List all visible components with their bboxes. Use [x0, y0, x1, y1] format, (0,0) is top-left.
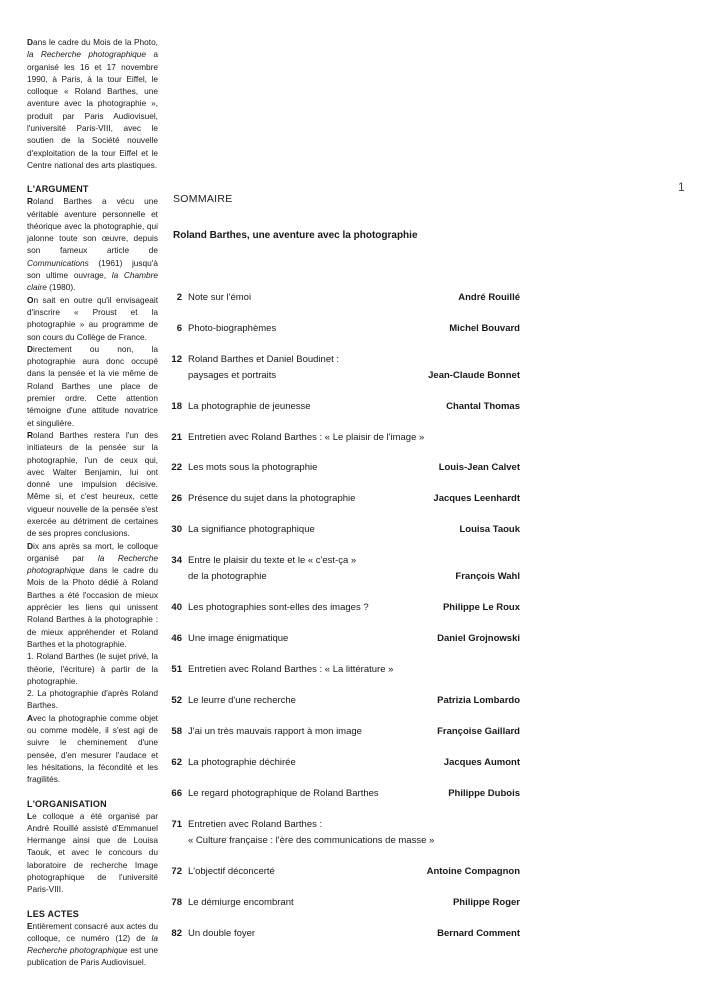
toc-title-line: Entretien avec Roland Barthes : « La littérature »	[188, 664, 394, 675]
toc-page-number: 51	[171, 664, 182, 675]
toc-title	[188, 290, 443, 306]
toc-author: Bernard Comment	[437, 928, 520, 939]
toc-page-number: 30	[171, 524, 182, 535]
toc-title-line: L'objectif déconcerté	[188, 866, 275, 877]
argument-item-2: 2. La photographie d'après Roland Barthes.	[27, 688, 158, 711]
toc-author: Philippe Le Roux	[442, 602, 520, 613]
toc-title-line: Présence du sujet dans la photographie	[188, 493, 356, 504]
toc-author: André Rouillé	[458, 292, 520, 303]
toc-title-line: Une image énigmatique	[188, 633, 289, 644]
intro-lead-letter: D	[27, 37, 33, 47]
toc-page-number: 72	[171, 866, 182, 877]
toc-author: Philippe Dubois	[448, 788, 520, 799]
toc-title	[188, 755, 443, 771]
toc-author: Jacques Aumont	[443, 757, 520, 768]
toc-author: Antoine Compagnon	[426, 866, 520, 877]
toc-title	[188, 926, 443, 942]
toc-author: Françoise Gaillard	[437, 726, 520, 737]
intro-journal-title: la Recherche photographique	[27, 49, 146, 60]
toc-title-line: La photographie de jeunesse	[188, 401, 311, 412]
toc-title	[188, 724, 443, 740]
toc-author: Louis-Jean Calvet	[438, 462, 520, 473]
argument-p5: Dix ans après sa mort, le colloque organisé par la Recherche photographique dans le cadre du Mois de la Photo dédié à Roland Barthes a été l'occasion de mieux apprécier les liens qui unissent Roland Barthes à la photographie : de mieux appréhender et Roland Barthes et la photographie.	[27, 540, 159, 649]
toc-title-line: La signifiance photographique	[188, 524, 315, 535]
toc-author: Michel Bouvard	[449, 323, 520, 334]
actes-heading: LES ACTES	[27, 908, 79, 919]
toc-author: Jean-Claude Bonnet	[428, 370, 520, 381]
toc-title	[188, 631, 443, 647]
toc-title-line: Les photographies sont-elles des images ?	[188, 602, 369, 613]
toc-title	[188, 321, 443, 337]
argument-p2: On sait en outre qu'il envisageait d'inscrire « Proust et la photographie » au programme de son cours du Collège de France.	[27, 294, 158, 342]
toc-author: Chantal Thomas	[446, 401, 520, 412]
toc-title-line: Entretien avec Roland Barthes :	[188, 819, 323, 830]
argument-heading: L'ARGUMENT	[27, 184, 89, 195]
toc-page-number: 66	[171, 788, 182, 799]
toc-title-line: Entre le plaisir du texte et le « c'est-ça »	[188, 555, 357, 566]
toc-title	[188, 399, 443, 415]
issue-title: Roland Barthes, une aventure avec la photographie	[173, 230, 418, 241]
toc-title	[188, 522, 443, 538]
sidebar	[27, 36, 158, 981]
toc-title-line: Note sur l'émoi	[188, 292, 252, 303]
toc-page-number: 62	[171, 757, 182, 768]
intro-text-1: ans le cadre du Mois de la Photo,	[33, 37, 158, 47]
argument-p4: Roland Barthes restera l'un des initiateurs de la pensée sur la photographie, l'un de ceux qui, avec Walter Benjamin, lui ont donné une impulsion décisive. Même si, et c'est heureux, cette vigueur nouvelle de la pensée s'est exercée au détriment de certaines de ses propres conclusions.	[27, 429, 158, 539]
toc-title	[188, 662, 443, 678]
toc-page-number: 46	[171, 633, 182, 644]
toc-title-line: Photo-biographèmes	[188, 323, 277, 334]
toc-title-line: de la photographie	[188, 571, 267, 582]
toc-title	[188, 430, 443, 446]
toc-title-line: Roland Barthes et Daniel Boudinet :	[188, 354, 340, 365]
argument-item-1: 1. Roland Barthes (le sujet privé, la théorie, l'écriture) à partir de la photographie.	[27, 651, 158, 686]
toc-title	[188, 600, 443, 616]
toc-title-line: La photographie déchirée	[188, 757, 296, 768]
page-number: 1	[678, 180, 685, 194]
toc-title-line: Le regard photographique de Roland Barthes	[188, 788, 379, 799]
toc-title-line: Un double foyer	[188, 928, 256, 939]
toc-page-number: 6	[176, 323, 182, 334]
organisation-heading: L'ORGANISATION	[27, 798, 107, 809]
sommaire-label: SOMMAIRE	[173, 193, 233, 205]
toc-author: François Wahl	[455, 571, 520, 582]
toc-author: Patrizia Lombardo	[437, 695, 520, 706]
toc-page-number: 82	[171, 928, 182, 939]
toc-page-number: 40	[171, 602, 182, 613]
sidebar-organisation: L'ORGANISATION Le colloque a été organisé par André Rouillé assisté d'Emmanuel Hermange ainsi que de Louisa Taouk, et avec le concours du laboratoire de recherche Image photographique de l'université Paris-VIII.	[27, 798, 158, 895]
toc-title-line: J'ai un très mauvais rapport à mon image	[188, 726, 362, 737]
toc-title	[188, 460, 443, 476]
toc-title-line: Les mots sous la photographie	[188, 462, 318, 473]
toc-page-number: 21	[171, 432, 182, 443]
toc-page-number: 12	[171, 354, 182, 365]
toc-page-number: 78	[171, 897, 182, 908]
organisation-text: e colloque a été organisé par André Rouillé assisté d'Emmanuel Hermange ainsi que de Louisa Taouk, et avec le concours du laboratoire de recherche Image photographique de l'université Paris-VIII.	[27, 810, 158, 895]
intro-text-2: a organisé les 16 et 17 novembre 1990, à Paris, à la tour Eiffel, le colloque « Roland Barthes, une aventure avec la photographie », produit par Paris Audiovisuel, l'université Paris-VIII, avec le soutien de la Société nouvelle d'exploitation de la tour Eiffel et le Centre national des arts plastiques.	[27, 49, 158, 170]
toc-title	[188, 553, 443, 585]
toc-author: Philippe Roger	[452, 897, 520, 908]
toc-title	[188, 491, 443, 507]
toc-title	[188, 864, 443, 880]
toc-title-line: paysages et portraits	[188, 370, 277, 381]
argument-p1: Roland Barthes a vécu une véritable aventure personnelle et théorique avec la photographie, qui jalonne toute son œuvre, depuis son fameux article de Communications (1961) jusqu'à son ultime ouvrage, la Chambre claire (1980).	[27, 196, 158, 293]
toc-title	[188, 352, 443, 384]
argument-p6: Avec la photographie comme objet ou comme modèle, il s'est agi de suivre le cheminement d'une pensée, d'en mesurer l'audace et les hésitations, la fécondité et les fragilités.	[27, 712, 158, 785]
toc-page-number: 2	[176, 292, 182, 303]
toc-page-number: 22	[171, 462, 182, 473]
sidebar-argument	[27, 183, 158, 785]
toc-author: Jacques Leenhardt	[433, 493, 520, 504]
toc-author: Louisa Taouk	[459, 524, 520, 535]
toc-title	[188, 895, 443, 911]
toc-page-number: 52	[171, 695, 182, 706]
toc-title-line: Le démiurge encombrant	[188, 897, 294, 908]
toc-page-number: 26	[171, 493, 182, 504]
toc-title-line: Le leurre d'une recherche	[188, 695, 296, 706]
argument-p3: Directement ou non, la photographie aura donc occupé dans la pensée et la vie même de Roland Barthes une place de premier ordre. Cette attention témoigne d'une attitude novatrice et singulière.	[27, 343, 158, 428]
toc-title	[188, 817, 443, 849]
sidebar-intro	[27, 36, 158, 171]
toc-title	[188, 786, 443, 802]
toc-page-number: 34	[171, 555, 182, 566]
toc-title	[188, 693, 443, 709]
toc-title-line: « Culture française : l'ère des communications de masse »	[188, 835, 435, 846]
toc-page-number: 71	[171, 819, 182, 830]
toc-page-number: 58	[171, 726, 182, 737]
actes-text: ntièrement consacré aux actes du colloque, ce numéro (12) de	[27, 920, 158, 943]
toc-title-line: Entretien avec Roland Barthes : « Le plaisir de l'image »	[188, 432, 425, 443]
toc-page-number: 18	[171, 401, 182, 412]
toc-author: Daniel Grojnowski	[437, 633, 520, 644]
sidebar-actes: LES ACTES Entièrement consacré aux actes du colloque, ce numéro (12) de la Recherche photographique est une publication de Paris Audiovisuel.	[27, 908, 158, 968]
